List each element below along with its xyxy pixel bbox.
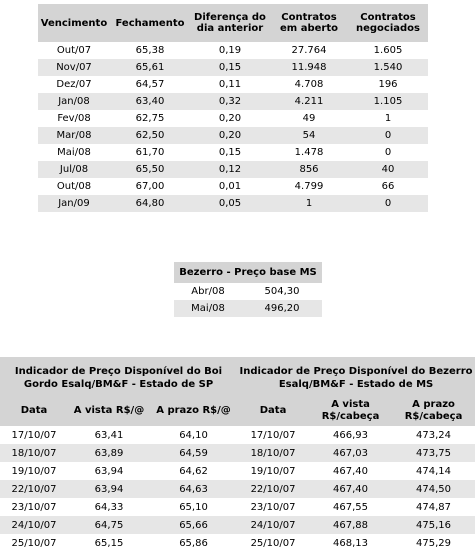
table-row: 24/10/07 64,75 65,66 24/10/07 467,88 475,16 <box>0 516 475 534</box>
col-data-bezerro: Data <box>259 405 287 416</box>
table-row: 25/10/07 65,15 65,86 25/10/07 468,13 475,29 <box>11 537 452 549</box>
futures-table <box>38 4 428 212</box>
col-contratos-aberto: Contratos em aberto <box>280 12 338 34</box>
boi-gordo-indicator-title: Indicador de Preço Disponível do Boi Gordo Esalq/BM&F - Estado de SP <box>14 366 223 390</box>
table-row: Mai/08 496,20 <box>174 300 322 317</box>
table-row: Jan/09 64,80 0,05 1 0 <box>38 195 428 212</box>
col-aprazo-bezerro: A prazo R$/cabeça <box>404 398 463 422</box>
table-row: 23/10/07 64,33 65,10 23/10/07 467,55 474,87 <box>11 501 452 513</box>
bezerro-indicator-title: Indicador de Preço Disponível do Bezerro Esalq/BM&F - Estado de MS <box>239 366 473 390</box>
table-row: Jan/08 63,40 0,32 4.211 1.105 <box>38 93 428 110</box>
futures-header-row <box>38 4 428 42</box>
col-diferenca: Diferença do dia anterior <box>194 12 266 34</box>
table-row: Abr/08 504,30 <box>191 286 300 297</box>
bezerro-header-row <box>174 262 322 283</box>
table-row: Out/08 67,00 0,01 4.799 66 <box>56 181 395 192</box>
indicators-title-row <box>0 357 475 395</box>
bezerro-title: Bezerro - Preço base MS <box>179 267 317 278</box>
col-avista-boi: A vista R$/@ <box>73 405 145 416</box>
table-row: Out/07 65,38 0,19 27.764 1.605 <box>56 45 403 56</box>
col-avista-bezerro: A vista R$/cabeça <box>321 398 380 422</box>
table-row: 19/10/07 63,94 64,62 19/10/07 467,40 474,14 <box>11 465 452 477</box>
col-aprazo-boi: A prazo R$/@ <box>156 405 231 416</box>
table-row: Jul/08 65,50 0,12 856 40 <box>38 161 428 178</box>
table-row: Nov/07 65,61 0,15 11.948 1.540 <box>38 59 428 76</box>
col-vencimento: Vencimento <box>40 17 108 29</box>
table-row: Dez/07 64,57 0,11 4.708 196 <box>56 79 398 90</box>
indicators-table <box>0 357 475 552</box>
col-contratos-negociados: Contratos negociados <box>355 12 420 34</box>
table-row: Fev/08 62,75 0,20 49 1 <box>57 113 392 124</box>
col-data-boi: Data <box>20 405 48 416</box>
table-row: Mar/08 62,50 0,20 54 0 <box>38 127 428 144</box>
indicators-header-row <box>0 395 475 426</box>
table-row: 18/10/07 63,89 64,59 18/10/07 467,03 473,75 <box>0 444 475 462</box>
table-row: 22/10/07 63,94 64,63 22/10/07 467,40 474,50 <box>0 480 475 498</box>
bezerro-base-table <box>174 262 322 317</box>
table-row: Mai/08 61,70 0,15 1.478 0 <box>57 147 392 158</box>
col-fechamento: Fechamento <box>115 17 185 29</box>
table-row: 17/10/07 63,41 64,10 17/10/07 466,93 473,24 <box>11 429 452 441</box>
